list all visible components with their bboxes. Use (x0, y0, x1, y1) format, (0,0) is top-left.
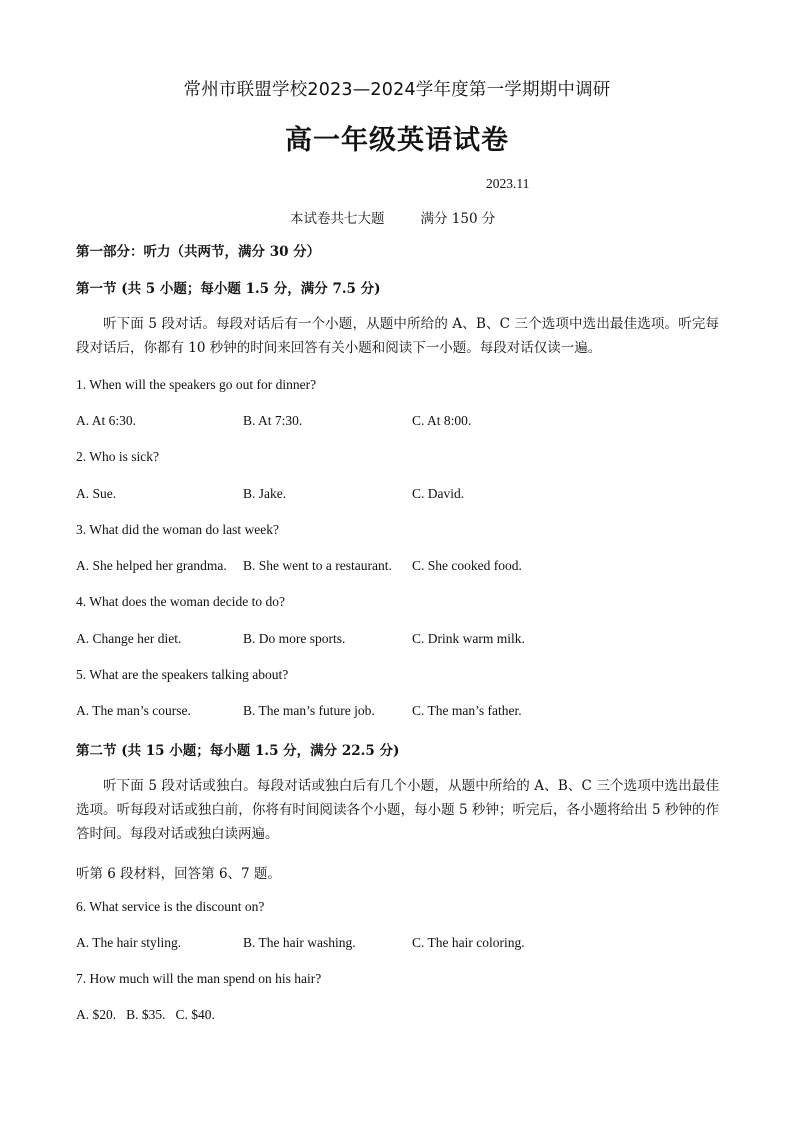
q4-option-a: A. Change her diet. (76, 631, 182, 646)
section2-instructions: 听下面 5 段对话或独白。每段对话或独白后有几个小题，从题中所给的 A、B、C 三个选项中选出最佳选项。听每段对话或独白前，你将有时间阅读各个小题，每小题 5 秒钟；听完后，各小题将给出 5 秒钟的作答时间。每段对话或独白读两遍。 (76, 778, 719, 842)
q7-option-c: C. $40. (175, 1007, 215, 1022)
q6-option-b: B. The hair washing. (243, 935, 356, 950)
q3-option-c: C. She cooked food. (412, 558, 522, 573)
question-1: 1. When will the speakers go out for dinner? (76, 377, 317, 392)
q1-option-b: B. At 7:30. (243, 413, 303, 428)
info-score: 满分 150 分 (420, 211, 496, 227)
question-6: 6. What service is the discount on? (76, 899, 265, 914)
q7-options (76, 1007, 215, 1023)
q1-option-a: A. At 6:30. (76, 413, 137, 428)
q7-option-a: A. $20. (76, 1007, 117, 1022)
material-note: 听第 6 段材料，回答第 6、7 题。 (76, 866, 281, 882)
q7-option-b: B. $35. (126, 1007, 166, 1022)
school-line: 常州市联盟学校2023—2024学年度第一学期期中调研 (183, 80, 611, 100)
info-sections: 本试卷共七大题 (290, 211, 385, 227)
question-5: 5. What are the speakers talking about? (76, 667, 289, 682)
q5-option-c: C. The man’s father. (412, 703, 522, 718)
question-4: 4. What does the woman decide to do? (76, 594, 285, 609)
section1-instructions: 听下面 5 段对话。每段对话后有一个小题，从题中所给的 A、B、C 三个选项中选出最佳选项。听完每段对话后，你都有 10 秒钟的时间来回答有关小题和阅读下一小题。每段对话仅读一遍。 (76, 316, 719, 356)
q5-option-b: B. The man’s future job. (243, 703, 375, 718)
page-title: 高一年级英语试卷 (285, 125, 509, 156)
question-7: 7. How much will the man spend on his hair? (76, 971, 322, 986)
section2-heading: 第二节 (共 15 小题；每小题 1.5 分，满分 22.5 分) (76, 743, 400, 759)
q4-option-c: C. Drink warm milk. (412, 631, 525, 646)
q1-option-c: C. At 8:00. (412, 413, 472, 428)
section1-heading: 第一节 (共 5 小题；每小题 1.5 分，满分 7.5 分) (76, 281, 381, 297)
part1-heading: 第一部分：听力（共两节，满分 30 分） (76, 244, 321, 260)
q2-option-b: B. Jake. (243, 486, 287, 501)
q3-option-a: A. She helped her grandma. (76, 558, 227, 573)
q5-option-a: A. The man’s course. (76, 703, 191, 718)
q4-option-b: B. Do more sports. (243, 631, 346, 646)
exam-info (290, 207, 495, 227)
q2-option-c: C. David. (412, 486, 465, 501)
q2-option-a: A. Sue. (76, 486, 117, 501)
exam-date: 2023.11 (486, 176, 530, 191)
q6-option-c: C. The hair coloring. (412, 935, 525, 950)
question-3: 3. What did the woman do last week? (76, 522, 279, 537)
q6-option-a: A. The hair styling. (76, 935, 182, 950)
q3-option-b: B. She went to a restaurant. (243, 558, 392, 573)
question-2: 2. Who is sick? (76, 449, 159, 464)
